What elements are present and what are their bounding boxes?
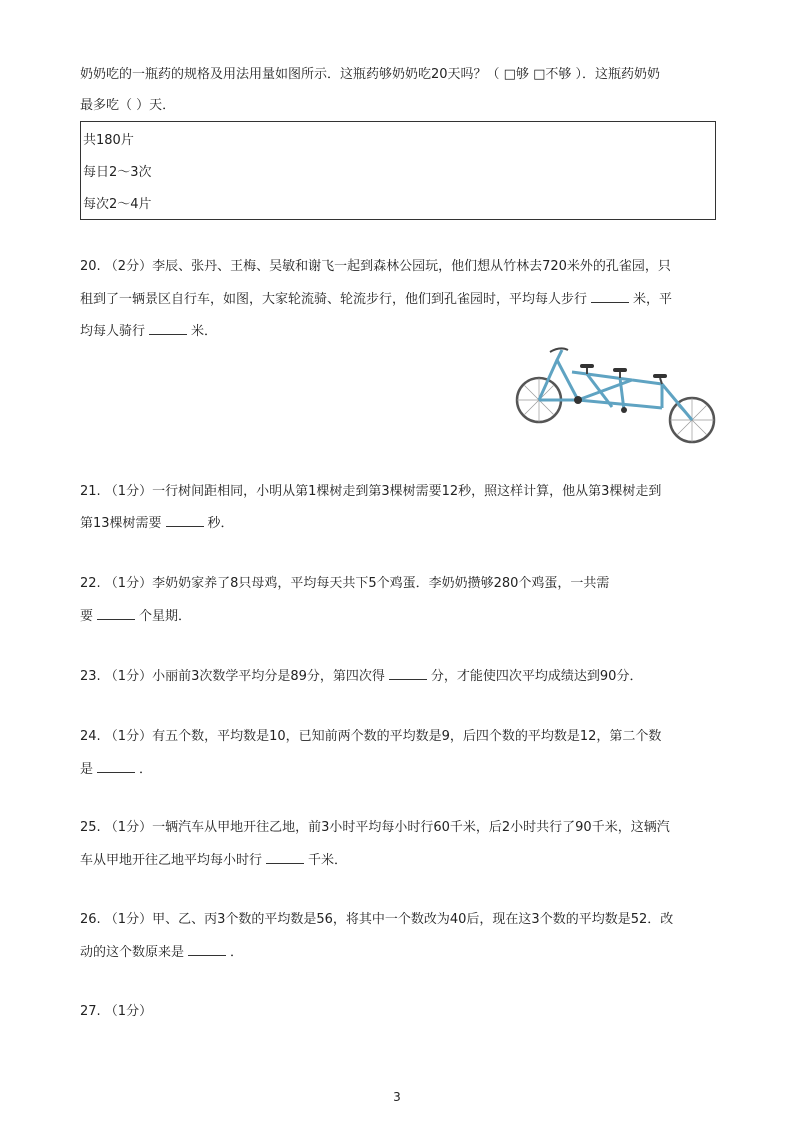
tandem-bicycle-image [512, 342, 718, 448]
answer-blank[interactable] [97, 607, 135, 620]
crank [574, 396, 582, 404]
answer-blank[interactable] [188, 943, 226, 956]
q22-line2-part2: 个星期． [139, 609, 192, 624]
q22-text-line2 [80, 607, 191, 626]
spec-times-per-day: 每日2～3次 [83, 165, 152, 180]
q24-text-line1: 24. （1分）有五个数，平均数是10，已知前两个数的平均数是9，后四个数的平均数是12，第二个数 [80, 729, 662, 744]
medicine-spec-box [80, 121, 716, 220]
q20-line2-part1: 租到了一辆景区自行车，如图，大家轮流骑、轮流步行，他们到孔雀园时，平均每人步行 [80, 292, 588, 307]
q25-text-line1: 25. （1分）一辆汽车从甲地开往乙地，前3小时平均每小时行60千米，后2小时共行了90千米，这辆汽 [80, 820, 670, 835]
q20-line3-part2: 米． [191, 324, 218, 339]
q21-line2-part1: 第13棵树需要 [80, 516, 162, 531]
q24-line2-part1: 是 [80, 762, 94, 777]
handlebar [550, 348, 568, 352]
q22-line2-part1: 要 [80, 609, 94, 624]
q23-line1-part2: 分，才能使四次平均成绩达到90分． [430, 669, 643, 684]
seat-3 [653, 374, 667, 378]
q20-text-line1: 20. （2分）李辰、张丹、王梅、吴敏和谢飞一起到森林公园玩，他们想从竹林去720米外的孔雀园，只 [80, 259, 671, 274]
answer-blank[interactable] [266, 851, 304, 864]
q20-text-line3 [80, 322, 217, 341]
q23-line1-part1: 23. （1分）小丽前3次数学平均分是89分，第四次得 [80, 669, 385, 684]
answer-blank[interactable] [591, 290, 629, 303]
q25-line2-part1: 车从甲地开往乙地平均每小时行 [80, 853, 263, 868]
q27-text-line1: 27. （1分） [80, 1004, 153, 1019]
spec-total: 共180片 [83, 133, 134, 148]
q20-line3-part1: 均每人骑行 [80, 324, 146, 339]
q26-text-line2 [80, 943, 243, 962]
q26-line2-part1: 动的这个数原来是 [80, 945, 185, 960]
q24-line2-part2: ． [139, 762, 153, 777]
q26-text-line1: 26. （1分）甲、乙、丙3个数的平均数是56，将其中一个数改为40后，现在这3个数的平均数是52．改 [80, 912, 674, 927]
page-number: 3 [393, 1090, 401, 1104]
q19-text-line1: 奶奶吃的一瓶药的规格及用法用量如图所示．这瓶药够奶奶吃20天吗？（ □够 □不够 ）．这瓶药奶奶 [80, 67, 661, 82]
q19-text-line2: 最多吃（ ）天． [80, 98, 176, 113]
q24-text-line2 [80, 760, 152, 779]
seat-1 [580, 364, 594, 368]
q20-text-line2 [80, 290, 672, 309]
answer-blank[interactable] [389, 667, 427, 680]
q20-line2-part2: 米，平 [633, 292, 673, 307]
seat-2 [613, 368, 627, 372]
answer-blank[interactable] [97, 760, 135, 773]
q23-text-line1 [80, 667, 642, 686]
q22-text-line1: 22. （1分）李奶奶家养了8只母鸡，平均每天共下5个鸡蛋．李奶奶攒够280个鸡蛋，一共需 [80, 576, 610, 591]
spec-pills-per-time: 每次2～4片 [83, 197, 152, 212]
bike-frame [539, 350, 692, 420]
answer-blank[interactable] [149, 322, 187, 335]
q25-line2-part2: 千米． [308, 853, 348, 868]
q21-line2-part2: 秒． [207, 516, 234, 531]
answer-blank[interactable] [166, 514, 204, 527]
q26-line2-part2: ． [230, 945, 244, 960]
q25-text-line2 [80, 851, 347, 870]
q21-text-line2 [80, 514, 234, 533]
q21-text-line1: 21. （1分）一行树间距相同，小明从第1棵树走到第3棵树需要12秒，照这样计算，他从第3棵树走到 [80, 484, 662, 499]
